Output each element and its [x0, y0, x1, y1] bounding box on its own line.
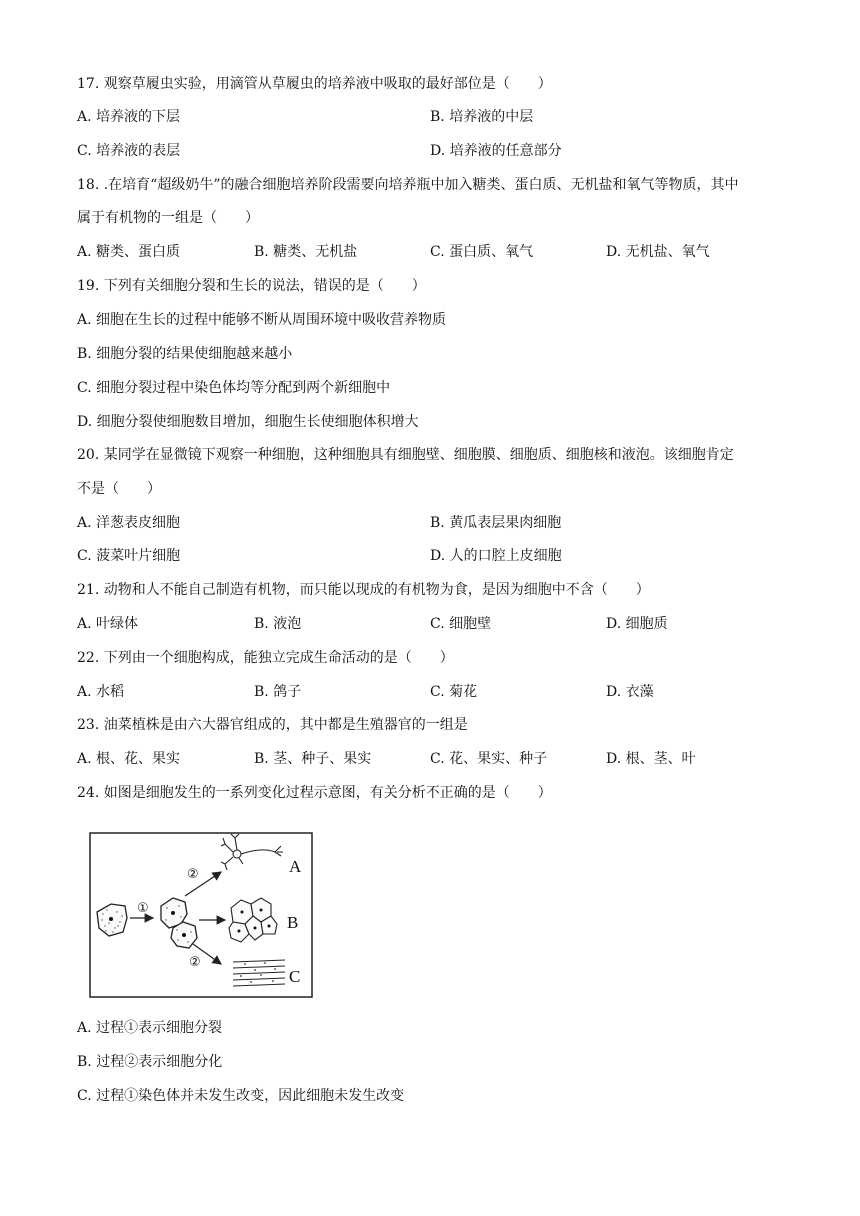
- q22-option-b: B. 鸽子: [254, 684, 302, 700]
- question-20-stem-line2: 不是（ ）: [77, 481, 161, 497]
- q19-option-b: B. 细胞分裂的结果使细胞越来越小: [77, 346, 293, 362]
- q24-option-c: C. 过程①染色体并未发生改变，因此细胞未发生改变: [77, 1088, 405, 1104]
- step-2-upper-label: ②: [187, 867, 199, 882]
- q21-option-d: D. 细胞质: [606, 616, 668, 632]
- q21-option-a: A. 叶绿体: [77, 616, 139, 632]
- question-18-stem-line1: 18. .在培育“超级奶牛”的融合细胞培养阶段需要向培养瓶中加入糖类、蛋白质、无机盐和氧气等物质，其中: [77, 177, 739, 193]
- q22-option-c: C. 菊花: [430, 684, 478, 700]
- question-20-stem-line1: 20. 某同学在显微镜下观察一种细胞，这种细胞具有细胞壁、细胞膜、细胞质、细胞核和液泡。该细胞肯定: [77, 447, 734, 463]
- q20-option-d: D. 人的口腔上皮细胞: [430, 548, 562, 564]
- step-1-label: ①: [137, 901, 149, 916]
- q21-option-b: B. 液泡: [254, 616, 302, 632]
- question-17-stem: 17. 观察草履虫实验，用滴管从草履虫的培养液中吸取的最好部位是（ ）: [77, 76, 552, 92]
- question-23-stem: 23. 油菜植株是由六大器官组成的，其中都是生殖器官的一组是: [77, 717, 468, 733]
- q18-option-a: A. 糖类、蛋白质: [77, 244, 181, 260]
- q24-option-a: A. 过程①表示细胞分裂: [77, 1020, 223, 1036]
- q23-option-a: A. 根、花、果实: [77, 751, 181, 767]
- q23-option-d: D. 根、茎、叶: [606, 751, 696, 767]
- q22-option-a: A. 水稻: [77, 684, 125, 700]
- q19-option-a: A. 细胞在生长的过程中能够不断从周围环境中吸收营养物质: [77, 312, 447, 328]
- q17-option-a: A. 培养液的下层: [77, 109, 181, 125]
- q17-option-b: B. 培养液的中层: [430, 109, 534, 125]
- question-21-stem: 21. 动物和人不能自己制造有机物，而只能以现成的有机物为食，是因为细胞中不含（ ）: [77, 582, 650, 598]
- question-18-stem-line2: 属于有机物的一组是（ ）: [77, 210, 259, 226]
- q18-option-b: B. 糖类、无机盐: [254, 244, 358, 260]
- q24-option-b: B. 过程②表示细胞分化: [77, 1054, 223, 1070]
- q18-option-d: D. 无机盐、氧气: [606, 244, 710, 260]
- label-a: A: [289, 857, 302, 876]
- question-24-stem: 24. 如图是细胞发生的一系列变化过程示意图，有关分析不正确的是（ ）: [77, 785, 552, 801]
- label-c: C: [289, 967, 301, 986]
- q23-option-b: B. 茎、种子、果实: [254, 751, 372, 767]
- q19-option-d: D. 细胞分裂使细胞数目增加，细胞生长使细胞体积增大: [77, 414, 419, 430]
- q21-option-c: C. 细胞壁: [430, 616, 492, 632]
- label-b: B: [287, 913, 299, 932]
- question-19-stem: 19. 下列有关细胞分裂和生长的说法，错误的是（ ）: [77, 278, 426, 294]
- step-2-lower-label: ②: [189, 955, 201, 970]
- cell-process-diagram: [89, 832, 313, 998]
- q22-option-d: D. 衣藻: [606, 684, 654, 700]
- q17-option-c: C. 培养液的表层: [77, 143, 181, 159]
- q17-option-d: D. 培养液的任意部分: [430, 143, 562, 159]
- question-22-stem: 22. 下列由一个细胞构成，能独立完成生命活动的是（ ）: [77, 650, 454, 666]
- q20-option-b: B. 黄瓜表层果肉细胞: [430, 515, 562, 531]
- q23-option-c: C. 花、果实、种子: [430, 751, 548, 767]
- q19-option-c: C. 细胞分裂过程中染色体均等分配到两个新细胞中: [77, 380, 391, 396]
- q18-option-c: C. 蛋白质、氧气: [430, 244, 534, 260]
- q20-option-a: A. 洋葱表皮细胞: [77, 515, 181, 531]
- q20-option-c: C. 菠菜叶片细胞: [77, 548, 181, 564]
